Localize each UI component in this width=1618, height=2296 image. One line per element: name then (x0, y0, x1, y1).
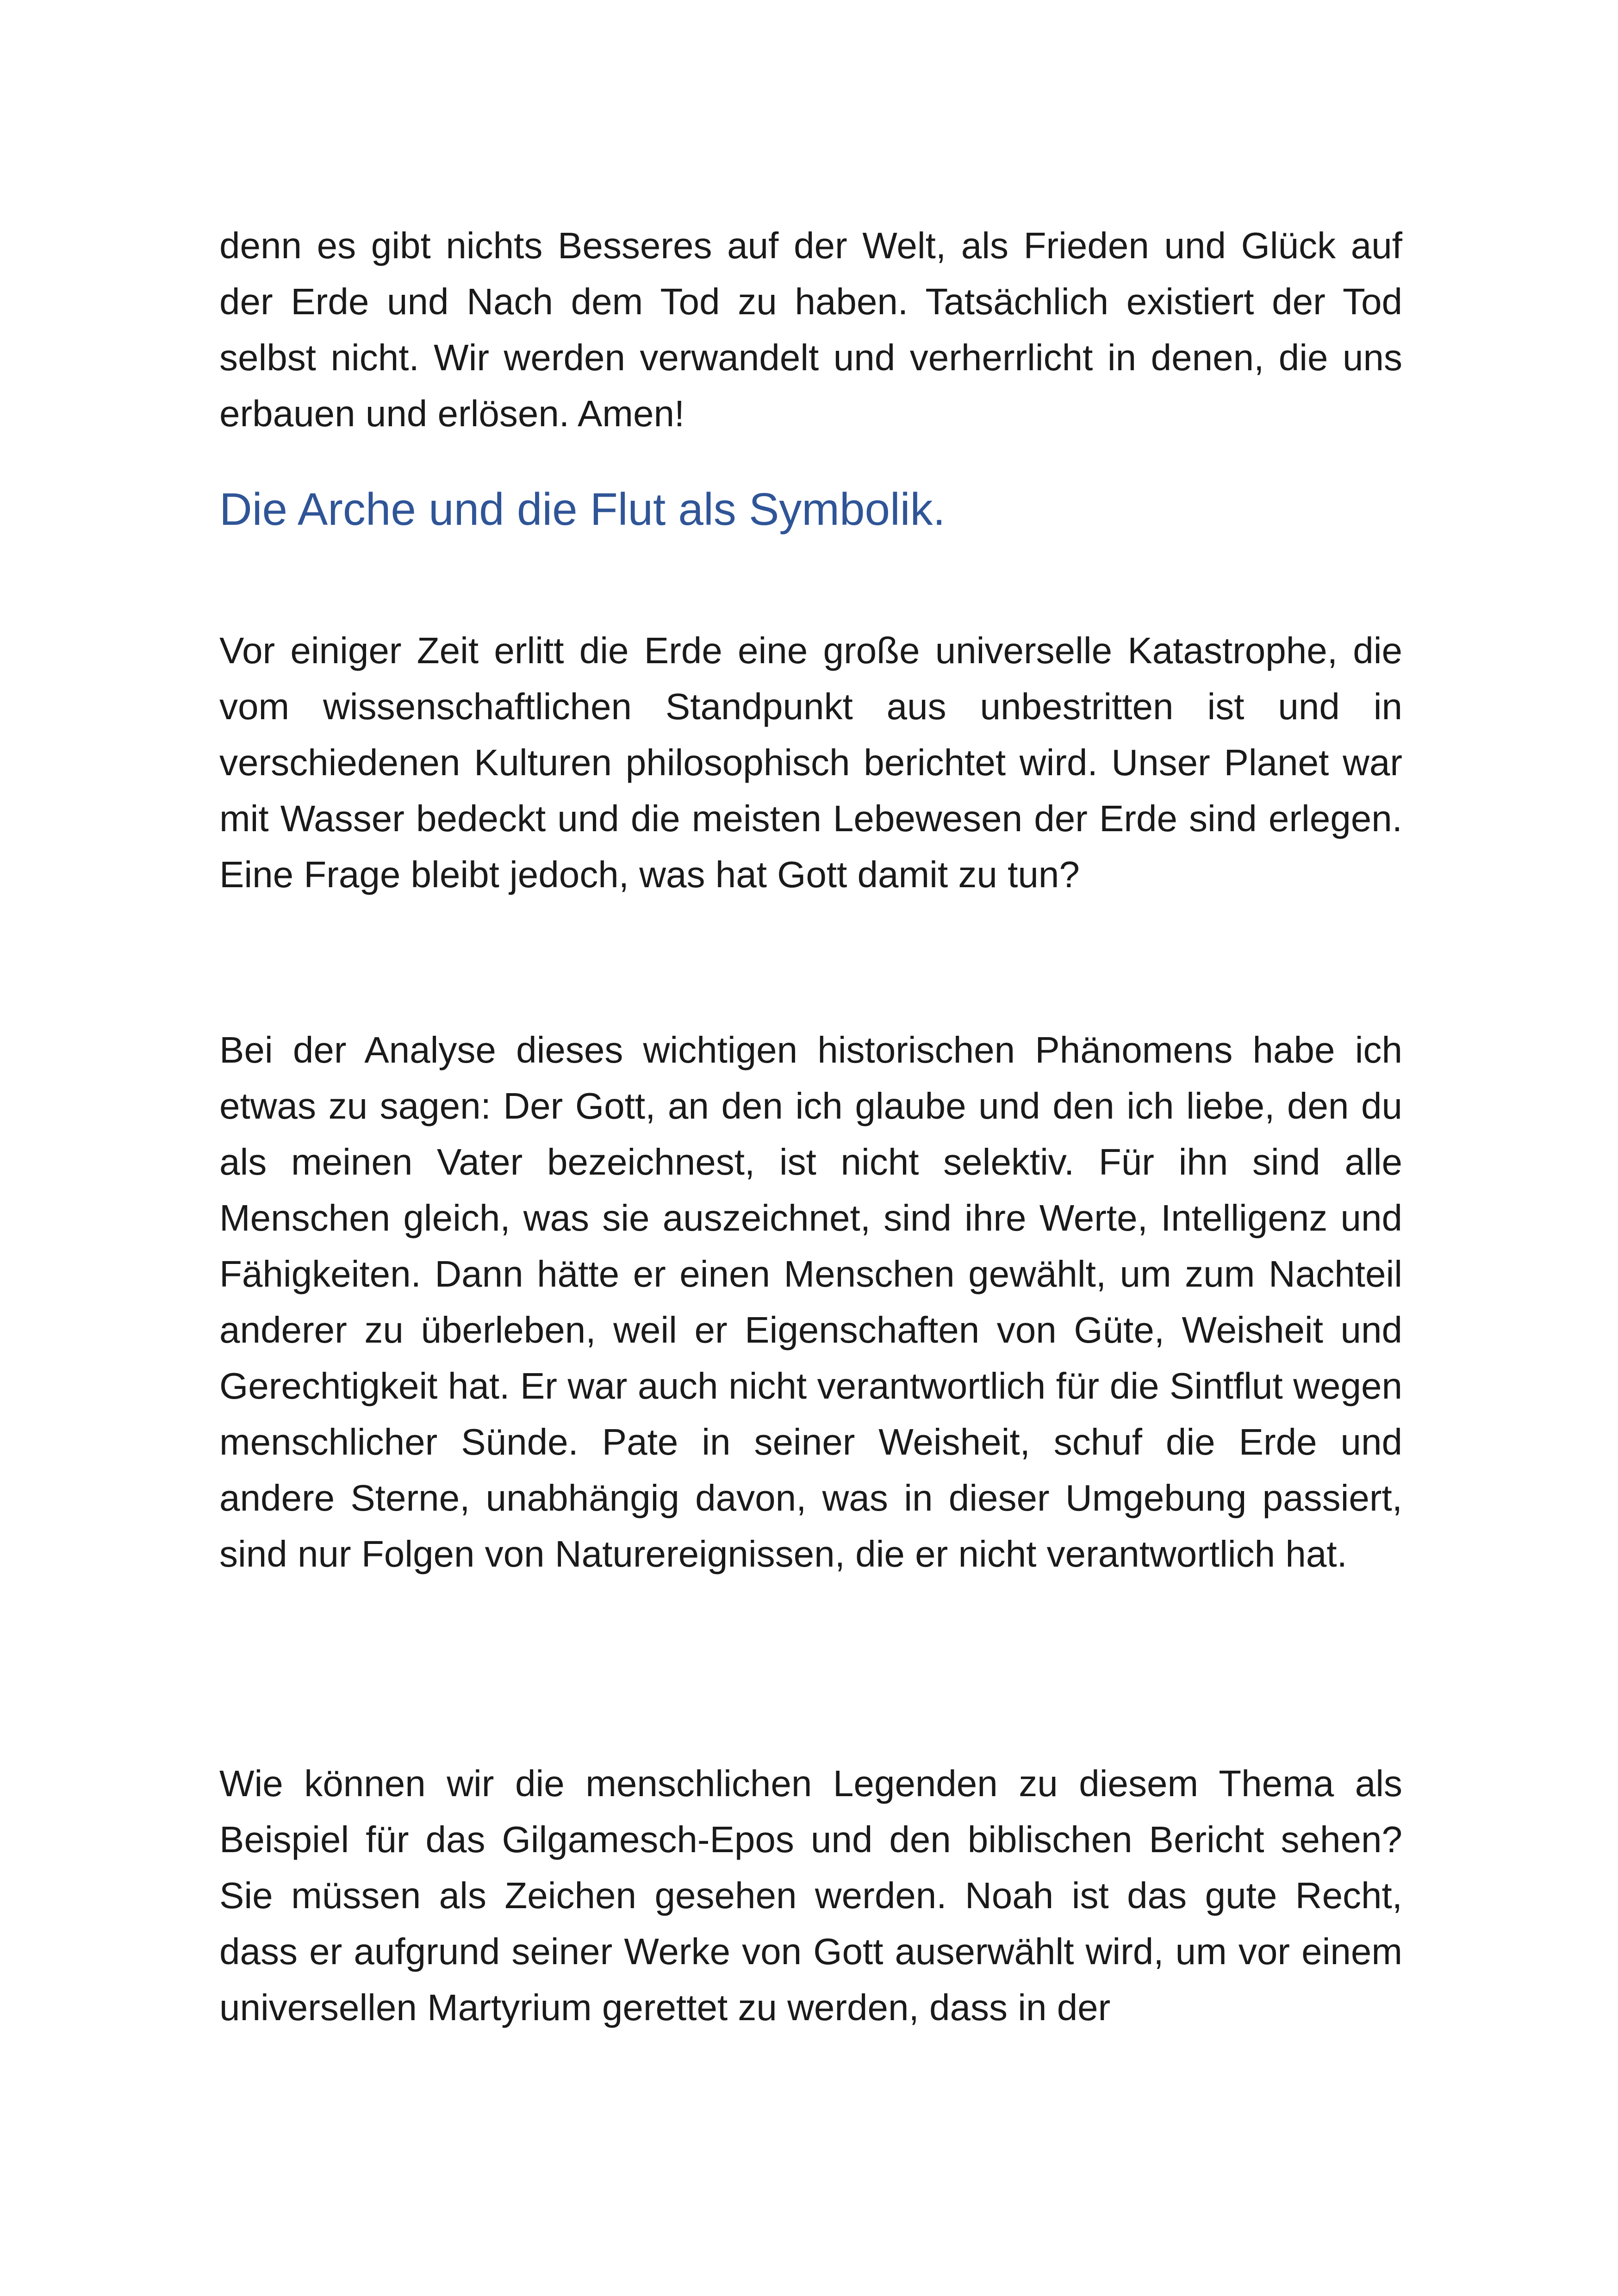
paragraph-analysis: Bei der Analyse dieses wichtigen historischen Phänomens habe ich etwas zu sagen: Der Gott, an den ich glaube und den ich liebe, den du als meinen Vater bezeichnest, ist nicht selektiv. Für ihn sind alle Menschen gleich, was sie auszeichnet, sind ihre Werte, Intelligenz und Fähigkeiten. Dann hätte er einen Menschen gewählt, um zum Nachteil anderer zu überleben, weil er Eigenschaften von Güte, Weisheit und Gerechtigkeit hat. Er war auch nicht verantwortlich für die Sintflut wegen menschlicher Sünde. Pate in seiner Weisheit, schuf die Erde und andere Sterne, unabhängig davon, was in dieser Umgebung passiert, sind nur Folgen von Naturereignissen, die er nicht verantwortlich hat. (219, 1029, 1402, 1574)
paragraph-catastrophe: Vor einiger Zeit erlitt die Erde eine große universelle Katastrophe, die vom wissenschaftlichen Standpunkt aus unbestritten ist und in verschiedenen Kulturen philosophisch berichtet wird. Unser Planet war mit Wasser bedeckt und die meisten Lebewesen der Erde sind erlegen. Eine Frage bleibt jedoch, was hat Gott damit zu tun? (219, 630, 1402, 895)
paragraph-closing: denn es gibt nichts Besseres auf der Welt, als Frieden und Glück auf der Erde und Nach dem Tod zu haben. Tatsächlich existiert der Tod selbst nicht. Wir werden verwandelt und verherrlicht in denen, die uns erbauen und erlösen. Amen! (219, 225, 1402, 434)
section-heading: Die Arche und die Flut als Symbolik. (219, 484, 946, 535)
paragraph-legends: Wie können wir die menschlichen Legenden zu diesem Thema als Beispiel für das Gilgamesch-Epos und den biblischen Bericht sehen? Sie müssen als Zeichen gesehen werden. Noah ist das gute Recht, dass er aufgrund seiner Werke von Gott auserwählt wird, um vor einem universellen Martyrium gerettet zu werden, dass in der (219, 1763, 1402, 2028)
